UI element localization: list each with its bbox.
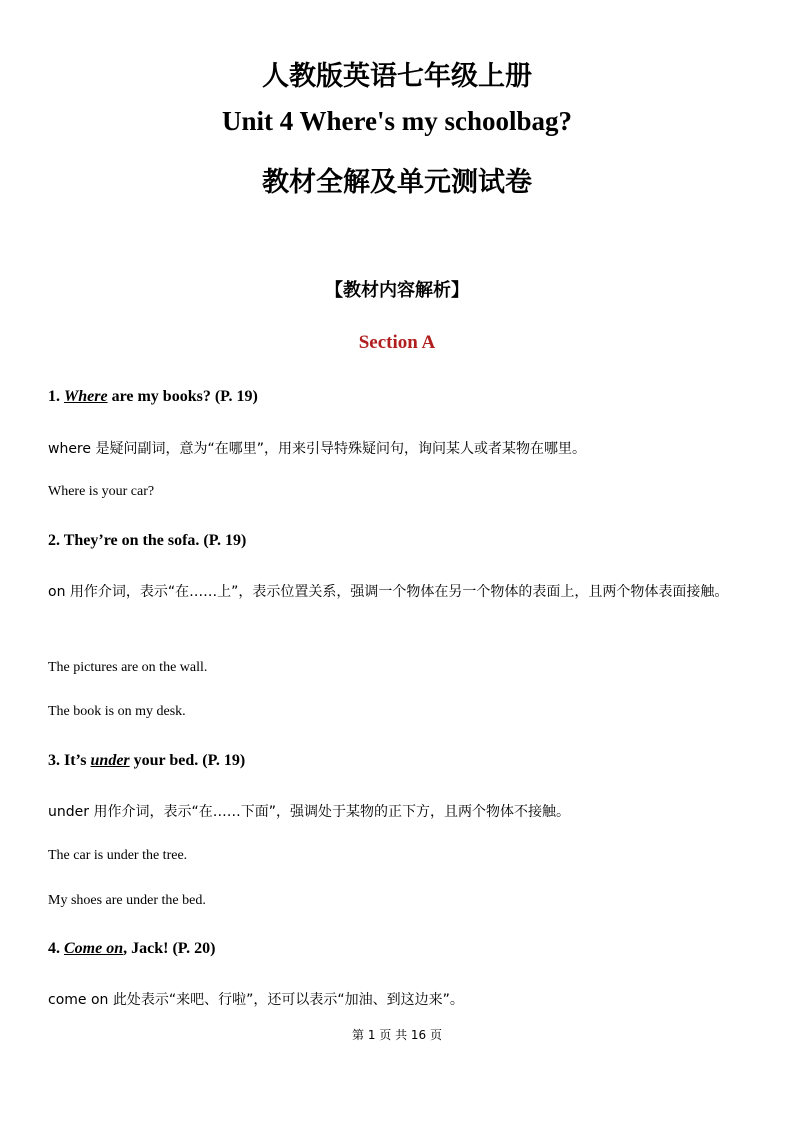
section-name: Section A <box>358 332 436 353</box>
doc-title-line1: 人教版英语七年级上册 <box>262 61 532 92</box>
item-4-keyword: Come on <box>64 940 124 957</box>
item-3-example-1: The car is under the tree. <box>48 848 188 863</box>
item-1-example-1: Where is your car? <box>48 484 155 499</box>
doc-title-line3: 教材全解及单元测试卷 <box>262 167 532 198</box>
item-2-explanation: on 用作介词，表示“在……上”，表示位置关系，强调一个物体在另一个物体的表面上，且两个物体表面接触。 <box>48 584 729 600</box>
item-2-heading <box>48 532 246 550</box>
item-3-example-2: My shoes are under the bed. <box>48 893 206 908</box>
item-1-keyword: Where <box>64 388 108 405</box>
item-1-explanation: where 是疑问副词，意为“在哪里”，用来引导特殊疑问句，询问某人或者某物在哪里。 <box>48 441 586 457</box>
item-2-num: 2. <box>48 532 64 549</box>
item-1-heading <box>48 388 258 406</box>
item-3-rest: your bed. (P. 19) <box>129 752 246 769</box>
page-footer: 第 1 页 共 16 页 <box>352 1028 442 1042</box>
item-3-explanation: under 用作介词，表示“在……下面”，强调处于某物的正下方，且两个物体不接触。 <box>48 804 570 820</box>
item-4-heading <box>48 940 215 958</box>
item-2-rest: They’re on the sofa. (P. 19) <box>63 532 247 549</box>
item-2-example-1: The pictures are on the wall. <box>48 660 208 675</box>
item-1-num: 1. <box>48 388 64 405</box>
section-header: 【教材内容解析】 <box>325 280 469 301</box>
item-4-rest: , Jack! (P. 20) <box>123 940 216 957</box>
item-4-explanation: come on 此处表示“来吧、行啦”，还可以表示“加油、到这边来”。 <box>48 992 464 1008</box>
doc-title-line2: Unit 4 Where's my schoolbag? <box>221 106 573 136</box>
item-3-keyword: under <box>90 752 130 769</box>
item-3-num: 3. It’s <box>48 752 91 769</box>
item-4-num: 4. <box>48 940 64 957</box>
item-1-rest: are my books? (P. 19) <box>107 388 258 405</box>
item-2-example-2: The book is on my desk. <box>48 704 186 719</box>
item-3-heading <box>48 752 245 770</box>
